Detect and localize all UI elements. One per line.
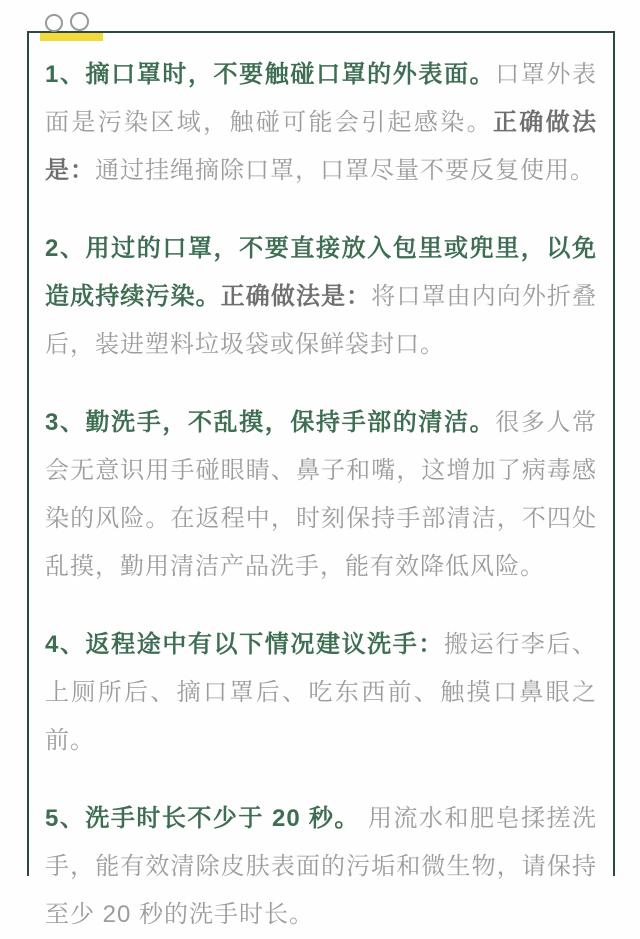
tip-segment: 搬运行李后、上厕所后、摘口罩后、吃东西前、触摸口鼻眼之前。 [45, 631, 597, 754]
tip-segment: 用流水和肥皂揉搓洗手，能有效清除皮肤表面的污垢和微生物，请保持至少 20 秒的洗手时长。 [45, 805, 597, 928]
tip-segment: 口罩外表面是污染区域，触碰可能会引起感染。 [45, 61, 597, 136]
tip-paragraph-4 [45, 621, 597, 765]
tip-paragraph-2 [45, 225, 597, 369]
tip-segment: 通过挂绳摘除口罩，口罩尽量不要反复使用。 [95, 157, 595, 184]
tip-paragraph-5 [45, 795, 597, 939]
circle-decoration-2 [70, 12, 89, 31]
tip-segment: 很多人常会无意识用手碰眼睛、鼻子和嘴，这增加了病毒感染的风险。在返程中，时刻保持手部清洁，不四处乱摸，勤用清洁产品洗手，能有效降低风险。 [45, 409, 597, 580]
tip-segment: 3、勤洗手，不乱摸，保持手部的清洁。 [45, 409, 496, 436]
tip-segment: 4、返程途中有以下情况建议洗手： [45, 631, 444, 658]
tip-segment: 正确做法是： [45, 109, 598, 184]
circle-decoration-1 [45, 14, 63, 32]
tip-segment: 2、用过的口罩，不要直接放入包里或兜里，以免造成持续污染。 [45, 235, 597, 310]
tip-segment: 5、洗手时长不少于 20 秒。 [45, 805, 360, 832]
tip-segment: 1、摘口罩时，不要触碰口罩的外表面。 [45, 61, 496, 88]
yellow-highlight-bar [40, 33, 103, 41]
tip-segment: 正确做法是： [220, 283, 372, 310]
tip-paragraph-3 [45, 399, 597, 591]
tip-segment: 将口罩由内向外折叠后，装进塑料垃圾袋或保鲜袋封口。 [45, 283, 598, 358]
tip-paragraph-1 [45, 51, 597, 195]
tips-list [29, 33, 613, 939]
